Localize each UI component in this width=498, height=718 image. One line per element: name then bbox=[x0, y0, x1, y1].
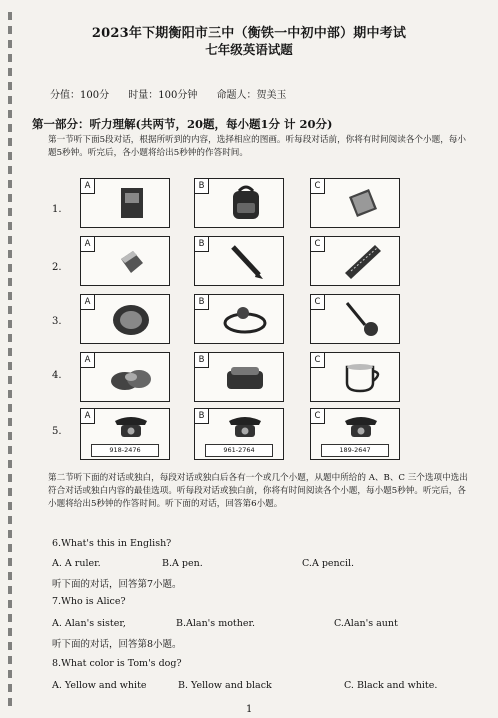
answer-option[interactable]: B. Yellow and black bbox=[178, 680, 272, 691]
backpack-icon bbox=[209, 183, 281, 223]
phone-number: 189-2647 bbox=[321, 444, 389, 457]
exam-subtitle: 七年级英语试题 bbox=[205, 42, 293, 57]
question-prompt: 8.What color is Tom's dog? bbox=[52, 658, 182, 669]
ruler-icon bbox=[325, 241, 397, 281]
question-number: 2. bbox=[52, 262, 62, 273]
listening-instruction: 听下面的对话，回答第8小题。 bbox=[52, 639, 182, 650]
instructions-part1: 第一节听下面5段对话，根据所听到的内容，选择相应的图画。听每段对话前，你将有时间阅读各个小题，每小题5秒钟。听完后，各小题将给出5秒钟的作答时间。 bbox=[48, 135, 466, 158]
answer-option[interactable]: C.Alan's aunt bbox=[334, 618, 398, 629]
telephone-icon bbox=[209, 413, 281, 441]
answer-option[interactable]: C.A pencil. bbox=[302, 558, 355, 569]
baseball-glove-icon bbox=[95, 299, 167, 339]
q5-option-b[interactable] bbox=[194, 408, 284, 460]
q5-option-a[interactable] bbox=[80, 408, 170, 460]
picture-question-grid bbox=[52, 178, 452, 476]
q4-option-b[interactable] bbox=[194, 352, 284, 402]
q3-option-a[interactable] bbox=[80, 294, 170, 344]
exam-title: 2023年下期衡阳市三中（衡铁一中初中部）期中考试 bbox=[91, 26, 407, 41]
question-number: 5. bbox=[52, 426, 62, 437]
telephone-icon bbox=[325, 413, 397, 441]
q1-option-a[interactable] bbox=[80, 178, 170, 228]
notebook-icon bbox=[325, 183, 397, 223]
answer-option[interactable]: B.A pen. bbox=[162, 558, 203, 569]
exam-meta bbox=[50, 86, 303, 101]
answer-option[interactable]: C. Black and white. bbox=[344, 680, 438, 691]
option-letter: A bbox=[80, 408, 95, 424]
option-letter: A bbox=[80, 294, 95, 310]
q1-option-c[interactable] bbox=[310, 178, 400, 228]
option-letter: B bbox=[194, 408, 209, 424]
question-prompt: 6.What's this in English? bbox=[52, 538, 172, 549]
answer-option[interactable]: A. A ruler. bbox=[52, 558, 101, 569]
instructions-part2: 第二节听下面的对话或独白，每段对话或独白后各有一个或几个小题，从题中所给的 A、B、C 三个选项中选出符合对话或独白内容的最佳选项。听每段对话或独白前，你将有时间阅读各个小题，每小题5秒钟。听完后，各小题将给出5秒钟的作答时间。听下面的对话，回答第6小题。 bbox=[48, 473, 468, 509]
option-letter: C bbox=[310, 294, 325, 310]
q5-option-c[interactable] bbox=[310, 408, 400, 460]
pencil-icon bbox=[209, 241, 281, 281]
bread-icon bbox=[95, 357, 167, 397]
q2-option-b[interactable] bbox=[194, 236, 284, 286]
section-heading: 第一部分：听力理解(共两节，20题，每小题1分 计 20分) bbox=[32, 117, 333, 131]
q2-option-a[interactable] bbox=[80, 236, 170, 286]
option-letter: B bbox=[194, 236, 209, 252]
binding-margin bbox=[8, 12, 12, 712]
answer-option[interactable]: A. Alan's sister, bbox=[52, 618, 126, 629]
option-letter: C bbox=[310, 236, 325, 252]
answer-option[interactable]: A. Yellow and white bbox=[52, 680, 147, 691]
question-prompt: 7.Who is Alice? bbox=[52, 596, 126, 607]
question-number: 4. bbox=[52, 370, 62, 381]
q2-option-c[interactable] bbox=[310, 236, 400, 286]
q3-option-b[interactable] bbox=[194, 294, 284, 344]
option-letter: B bbox=[194, 352, 209, 368]
phone-number: 918-2476 bbox=[91, 444, 159, 457]
time-info: 时量：100分钟 bbox=[128, 90, 198, 101]
watch-icon bbox=[209, 299, 281, 339]
answer-option[interactable]: B.Alan's mother. bbox=[176, 618, 255, 629]
score-info: 分值：100分 bbox=[50, 90, 110, 101]
question-number: 3. bbox=[52, 316, 62, 327]
book-icon bbox=[95, 183, 167, 223]
page-mark: 1 bbox=[246, 704, 253, 715]
cup-icon bbox=[325, 357, 397, 397]
q1-option-b[interactable] bbox=[194, 178, 284, 228]
listening-instruction: 听下面的对话，回答第7小题。 bbox=[52, 579, 182, 590]
q4-option-a[interactable] bbox=[80, 352, 170, 402]
q4-option-c[interactable] bbox=[310, 352, 400, 402]
option-letter: A bbox=[80, 352, 95, 368]
telephone-icon bbox=[95, 413, 167, 441]
eraser-icon bbox=[95, 241, 167, 281]
question-number: 1. bbox=[52, 204, 62, 215]
tennis-racket-icon bbox=[325, 299, 397, 339]
phone-number: 961-2764 bbox=[205, 444, 273, 457]
option-letter: C bbox=[310, 408, 325, 424]
option-letter: B bbox=[194, 294, 209, 310]
toolbox-icon bbox=[209, 357, 281, 397]
option-letter: A bbox=[80, 236, 95, 252]
option-letter: B bbox=[194, 178, 209, 194]
option-letter: C bbox=[310, 178, 325, 194]
author-info: 命题人：贺美玉 bbox=[216, 90, 287, 101]
option-letter: C bbox=[310, 352, 325, 368]
option-letter: A bbox=[80, 178, 95, 194]
q3-option-c[interactable] bbox=[310, 294, 400, 344]
